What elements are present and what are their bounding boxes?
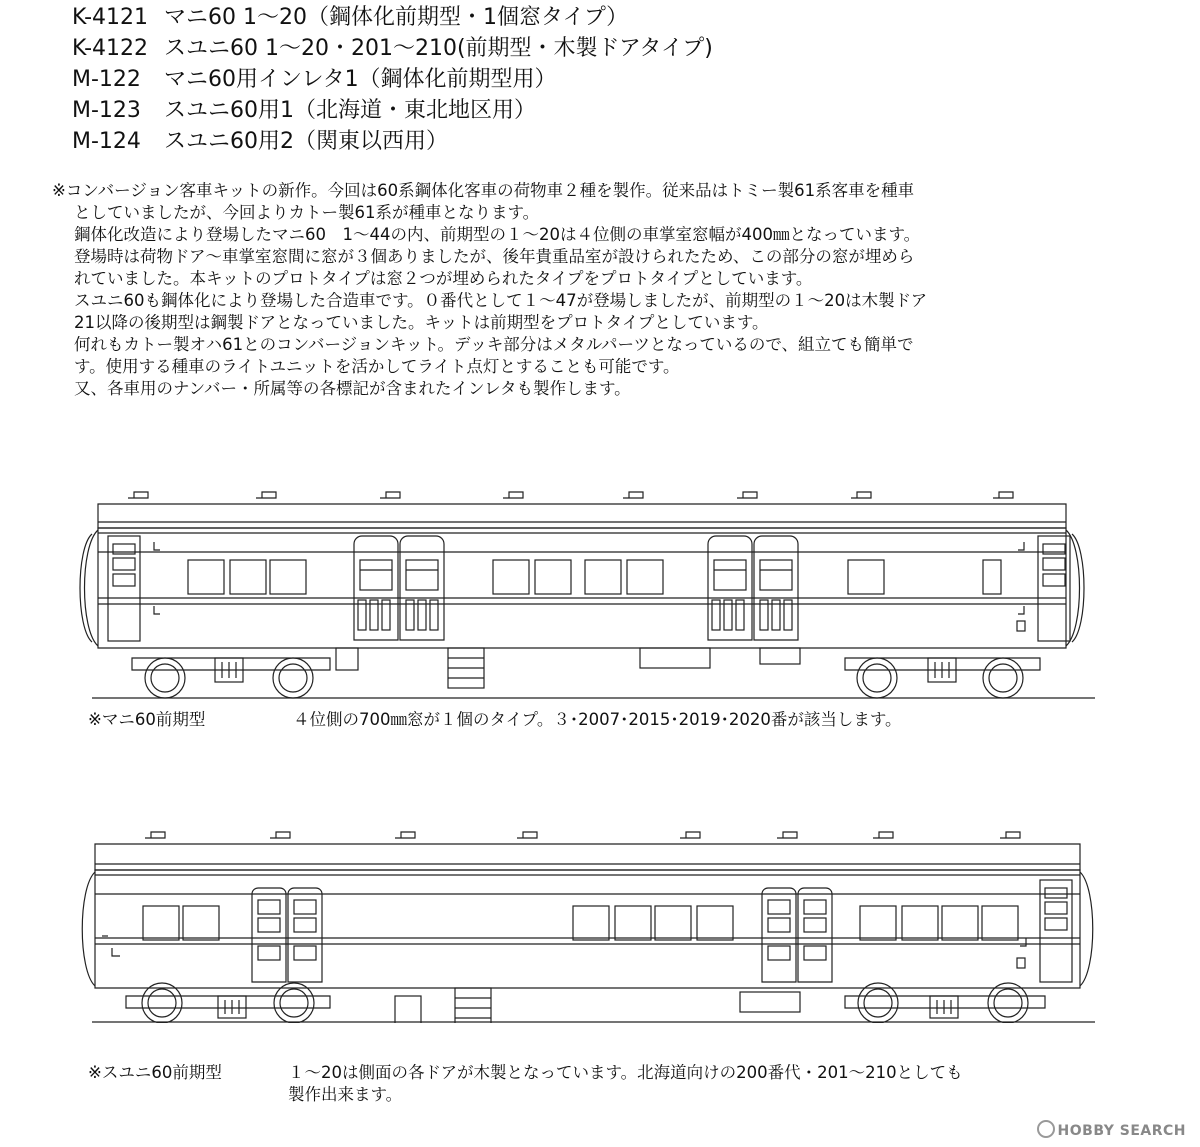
description-line: としていましたが、今回よりカトー製61系が種車となります。 — [74, 203, 540, 222]
product-line — [72, 95, 713, 126]
car-body — [95, 870, 1080, 988]
description-line: 21以降の後期型は鋼製ドアとなっていました。キットは前期型をプロトタイプとしています。 — [74, 313, 769, 332]
description-line: 又、各車用のナンバー・所属等の各標記が含まれたインレタも製作します。 — [74, 379, 631, 398]
underfloor-equipment — [395, 988, 800, 1023]
description-line: スユニ60も鋼体化により登場した合造車です。０番代として１～47が登場しましたが、前期型の１～20は木製ドア — [74, 291, 928, 310]
hobby-search-logo-icon — [1037, 1120, 1055, 1138]
diagram2-label: ※スユニ60前期型 — [88, 1063, 222, 1082]
description-line: 鋼体化改造により登場したマニ60 1～44の内、前期型の１～20は４位側の車掌室窓幅が400㎜となっています。 — [74, 225, 921, 244]
product-code: M-122 — [72, 67, 141, 92]
bogie-left — [126, 983, 330, 1023]
product-code: K-4121 — [72, 5, 149, 30]
diagram1-text: ４位側の700㎜窓が１個のタイプ。３･2007･2015･2019･2020番が該当します。 — [293, 710, 902, 729]
hobby-search-watermark — [1037, 1120, 1186, 1139]
roof — [98, 504, 1066, 528]
product-name: スユニ60用2（関東以西用） — [164, 129, 448, 154]
product-name: スユニ60用1（北海道・東北地区用） — [164, 98, 536, 123]
window-row — [143, 906, 1018, 940]
bogie-right — [845, 983, 1045, 1023]
product-name: スユニ60 1～20・201～210(前期型・木製ドアタイプ) — [164, 36, 713, 61]
product-line — [72, 2, 713, 33]
product-line — [72, 126, 713, 157]
diagram2-text-line2: 製作出来ます。 — [288, 1085, 403, 1104]
description — [52, 180, 1142, 400]
wooden-door-left — [252, 888, 322, 982]
diagram2-text-line1: １～20は側面の各ドアが木製となっています。北海道向けの200番代・201～210としても — [288, 1063, 963, 1082]
diagram1-label: ※マニ60前期型 — [88, 710, 206, 729]
bogie-right — [845, 658, 1040, 698]
watermark-text: HOBBY SEARCH — [1057, 1123, 1186, 1139]
mani60-side-view-diagram — [0, 486, 1200, 701]
window-row — [188, 560, 1001, 594]
product-list — [72, 2, 713, 157]
description-line: 登場時は荷物ドア～車掌室窓間に窓が３個ありましたが、後年貴重品室が設けられたため、この部分の窓が埋めら — [74, 247, 915, 266]
roof-vent-group — [128, 492, 1013, 498]
diagram2-caption — [88, 1062, 963, 1106]
product-code: M-123 — [72, 98, 141, 123]
product-code: M-124 — [72, 129, 141, 154]
description-line: ※コンバージョン客車キットの新作。今回は60系鋼体化客車の荷物車２種を製作。従来品はトミー製61系客車を種車 — [52, 181, 915, 200]
underfloor-equipment — [336, 648, 800, 688]
suyuni60-side-view-diagram — [0, 808, 1200, 1023]
product-line — [72, 33, 713, 64]
product-line — [72, 64, 713, 95]
description-line: す。使用する種車のライトユニットを活かしてライト点灯とすることも可能です。 — [74, 357, 680, 376]
product-name: マニ60用インレタ1（鋼体化前期型用） — [164, 67, 557, 92]
wooden-door-right — [762, 888, 832, 982]
end-door-right — [1040, 880, 1072, 982]
car-body — [98, 528, 1066, 648]
diagram1-caption — [88, 709, 902, 731]
product-code: K-4122 — [72, 36, 149, 61]
roof-vent-group — [145, 832, 1020, 838]
description-line: 何れもカトー製オハ61とのコンバージョンキット。デッキ部分はメタルパーツとなっているので、組立ても簡単で — [74, 335, 914, 354]
product-name: マニ60 1～20（鋼体化前期型・1個窓タイプ） — [164, 5, 629, 30]
bogie-left — [132, 658, 330, 698]
roof — [95, 844, 1080, 870]
description-line: れていました。本キットのプロトタイプは窓２つが埋められたタイプをプロトタイプとしています。 — [74, 269, 813, 288]
